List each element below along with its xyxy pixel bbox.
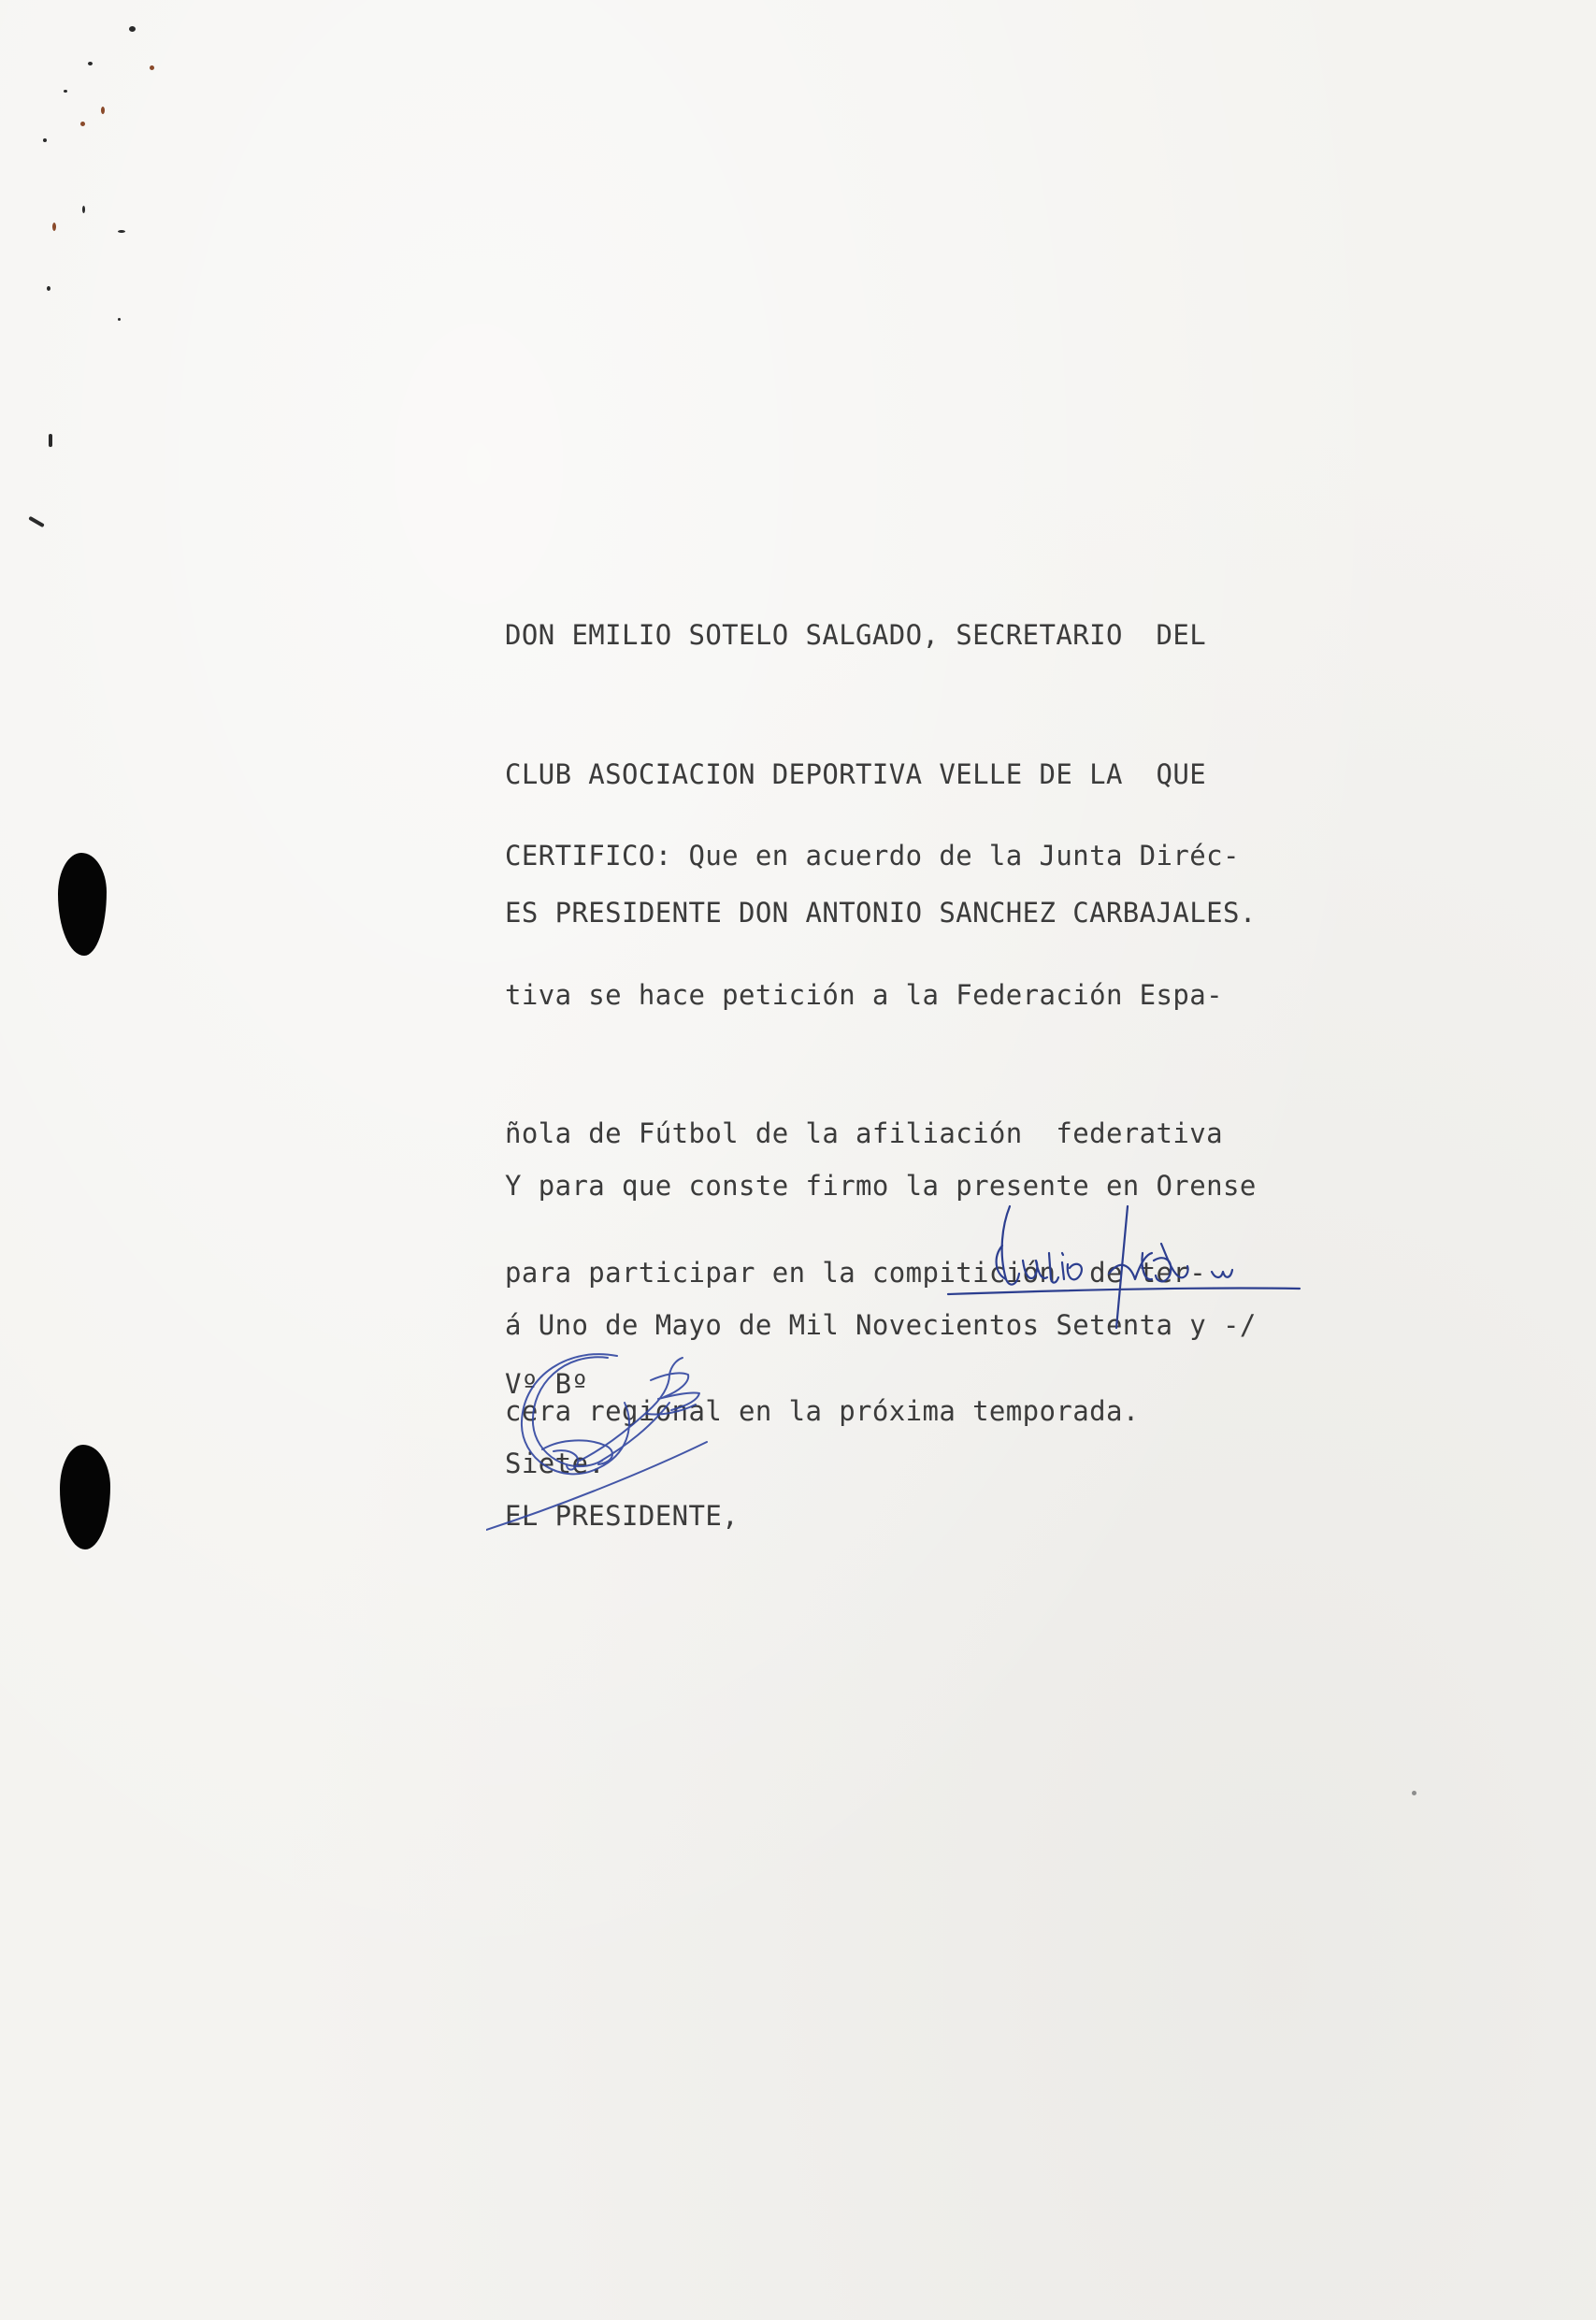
margin-speck xyxy=(80,122,85,126)
margin-speck xyxy=(118,230,125,233)
margin-speck xyxy=(88,62,93,65)
margin-speck xyxy=(64,90,67,93)
header-line: ES PRESIDENTE DON ANTONIO SANCHEZ CARBAJALES. xyxy=(505,897,1257,929)
closing-line: Y para que conste firmo la presente en Orense xyxy=(505,1170,1257,1202)
margin-speck xyxy=(47,286,50,291)
certification-line: para participar en la compitición de ter- xyxy=(505,1256,1207,1289)
certification-line: CERTIFICO: Que en acuerdo de la Junta Diréc- xyxy=(505,840,1240,872)
margin-speck xyxy=(49,434,52,447)
margin-speck xyxy=(43,138,47,142)
margin-speck xyxy=(82,206,85,213)
closing-line: á Uno de Mayo de Mil Novecientos Setenta y -/ xyxy=(505,1308,1257,1341)
closing-line: Siete. xyxy=(505,1448,606,1479)
margin-speck xyxy=(101,107,105,114)
president-label: EL PRESIDENTE, xyxy=(505,1500,740,1532)
header-line: DON EMILIO SOTELO SALGADO, SECRETARIO DEL xyxy=(505,619,1207,651)
margin-speck xyxy=(28,516,45,527)
margin-speck xyxy=(52,223,56,231)
punch-hole-lower xyxy=(60,1445,110,1549)
margin-speck xyxy=(118,318,121,321)
certification-line: ñola de Fútbol de la afiliación federativa xyxy=(505,1117,1223,1149)
certification-line: tiva se hace petición a la Federación Espa- xyxy=(505,978,1223,1011)
president-signature xyxy=(486,1337,804,1543)
secretary-signature-text: Emilio Sotelo xyxy=(1038,1236,1101,1246)
margin-speck xyxy=(1412,1791,1416,1795)
header-line: CLUB ASOCIACION DEPORTIVA VELLE DE LA QUE xyxy=(505,757,1207,790)
punch-hole-upper xyxy=(58,853,107,956)
approval-mark: Vº Bº xyxy=(505,1368,589,1400)
secretary-signature xyxy=(944,1188,1318,1337)
margin-speck xyxy=(129,26,136,32)
certification-line: cera regional en la próxima temporada. xyxy=(505,1395,1140,1427)
margin-speck xyxy=(150,65,154,70)
